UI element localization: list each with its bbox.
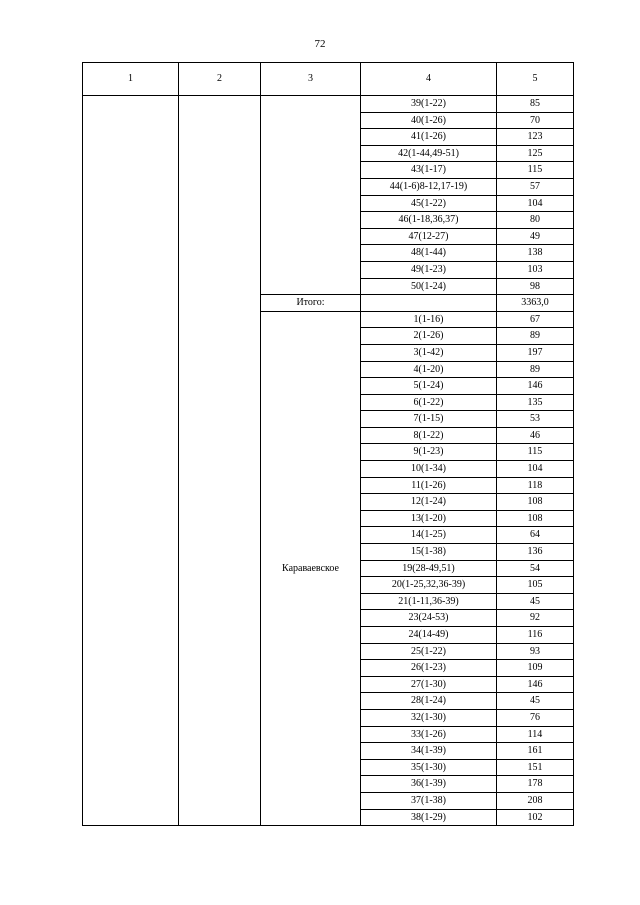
value-cell: 45 <box>497 593 574 610</box>
section-cell: 15(1-38) <box>361 544 497 561</box>
value-cell: 49 <box>497 228 574 245</box>
section-cell: 37(1-38) <box>361 792 497 809</box>
header-col-5: 5 <box>497 63 574 96</box>
section-cell: 49(1-23) <box>361 261 497 278</box>
value-cell: 197 <box>497 344 574 361</box>
header-row <box>83 63 574 96</box>
section-cell: 42(1-44,49-51) <box>361 145 497 162</box>
value-cell: 136 <box>497 544 574 561</box>
value-cell: 116 <box>497 627 574 644</box>
value-cell: 161 <box>497 743 574 760</box>
value-cell: 115 <box>497 444 574 461</box>
value-cell: 54 <box>497 560 574 577</box>
value-cell: 146 <box>497 676 574 693</box>
value-cell: 92 <box>497 610 574 627</box>
total-label: Итого: <box>261 295 361 312</box>
value-cell: 115 <box>497 162 574 179</box>
value-cell: 76 <box>497 709 574 726</box>
section-cell: 45(1-22) <box>361 195 497 212</box>
section-cell: 39(1-22) <box>361 96 497 113</box>
section-cell: 6(1-22) <box>361 394 497 411</box>
section-cell: 46(1-18,36,37) <box>361 212 497 229</box>
data-table <box>82 62 574 826</box>
section-cell: 23(24-53) <box>361 610 497 627</box>
col3-cell <box>261 96 361 295</box>
section-cell: 4(1-20) <box>361 361 497 378</box>
header-col-1: 1 <box>83 63 179 96</box>
section-cell: 33(1-26) <box>361 726 497 743</box>
value-cell: 85 <box>497 96 574 113</box>
value-cell: 104 <box>497 195 574 212</box>
section-cell: 3(1-42) <box>361 344 497 361</box>
section-cell: 25(1-22) <box>361 643 497 660</box>
value-cell: 114 <box>497 726 574 743</box>
value-cell: 151 <box>497 759 574 776</box>
section-cell: 50(1-24) <box>361 278 497 295</box>
total-empty-cell <box>361 295 497 312</box>
value-cell: 118 <box>497 477 574 494</box>
forestry-name: Караваевское <box>261 311 361 825</box>
section-cell: 19(28-49,51) <box>361 560 497 577</box>
value-cell: 138 <box>497 245 574 262</box>
section-cell: 2(1-26) <box>361 328 497 345</box>
value-cell: 89 <box>497 361 574 378</box>
value-cell: 102 <box>497 809 574 826</box>
total-value: 3363,0 <box>497 295 574 312</box>
section-cell: 38(1-29) <box>361 809 497 826</box>
value-cell: 208 <box>497 792 574 809</box>
value-cell: 146 <box>497 378 574 395</box>
section-cell: 43(1-17) <box>361 162 497 179</box>
section-cell: 41(1-26) <box>361 129 497 146</box>
section-cell: 13(1-20) <box>361 510 497 527</box>
section-cell: 48(1-44) <box>361 245 497 262</box>
value-cell: 104 <box>497 461 574 478</box>
section-cell: 1(1-16) <box>361 311 497 328</box>
table-row <box>83 96 574 113</box>
table-body <box>83 96 574 826</box>
value-cell: 46 <box>497 427 574 444</box>
value-cell: 57 <box>497 178 574 195</box>
value-cell: 178 <box>497 776 574 793</box>
value-cell: 53 <box>497 411 574 428</box>
section-cell: 35(1-30) <box>361 759 497 776</box>
value-cell: 108 <box>497 510 574 527</box>
value-cell: 70 <box>497 112 574 129</box>
section-cell: 34(1-39) <box>361 743 497 760</box>
section-cell: 7(1-15) <box>361 411 497 428</box>
col1-cell <box>83 96 179 826</box>
section-cell: 21(1-11,36-39) <box>361 593 497 610</box>
section-cell: 24(14-49) <box>361 627 497 644</box>
section-cell: 26(1-23) <box>361 660 497 677</box>
value-cell: 45 <box>497 693 574 710</box>
section-cell: 27(1-30) <box>361 676 497 693</box>
value-cell: 64 <box>497 527 574 544</box>
section-cell: 9(1-23) <box>361 444 497 461</box>
section-cell: 5(1-24) <box>361 378 497 395</box>
header-col-3: 3 <box>261 63 361 96</box>
section-cell: 8(1-22) <box>361 427 497 444</box>
section-cell: 14(1-25) <box>361 527 497 544</box>
value-cell: 103 <box>497 261 574 278</box>
section-cell: 47(12-27) <box>361 228 497 245</box>
value-cell: 108 <box>497 494 574 511</box>
value-cell: 80 <box>497 212 574 229</box>
value-cell: 67 <box>497 311 574 328</box>
value-cell: 135 <box>497 394 574 411</box>
value-cell: 98 <box>497 278 574 295</box>
value-cell: 89 <box>497 328 574 345</box>
section-cell: 32(1-30) <box>361 709 497 726</box>
value-cell: 109 <box>497 660 574 677</box>
col2-cell <box>179 96 261 826</box>
section-cell: 28(1-24) <box>361 693 497 710</box>
header-col-2: 2 <box>179 63 261 96</box>
page-number: 72 <box>314 38 326 50</box>
value-cell: 123 <box>497 129 574 146</box>
section-cell: 44(1-6)8-12,17-19) <box>361 178 497 195</box>
value-cell: 93 <box>497 643 574 660</box>
section-cell: 20(1-25,32,36-39) <box>361 577 497 594</box>
value-cell: 105 <box>497 577 574 594</box>
section-cell: 40(1-26) <box>361 112 497 129</box>
header-col-4: 4 <box>361 63 497 96</box>
section-cell: 12(1-24) <box>361 494 497 511</box>
section-cell: 10(1-34) <box>361 461 497 478</box>
section-cell: 36(1-39) <box>361 776 497 793</box>
section-cell: 11(1-26) <box>361 477 497 494</box>
value-cell: 125 <box>497 145 574 162</box>
